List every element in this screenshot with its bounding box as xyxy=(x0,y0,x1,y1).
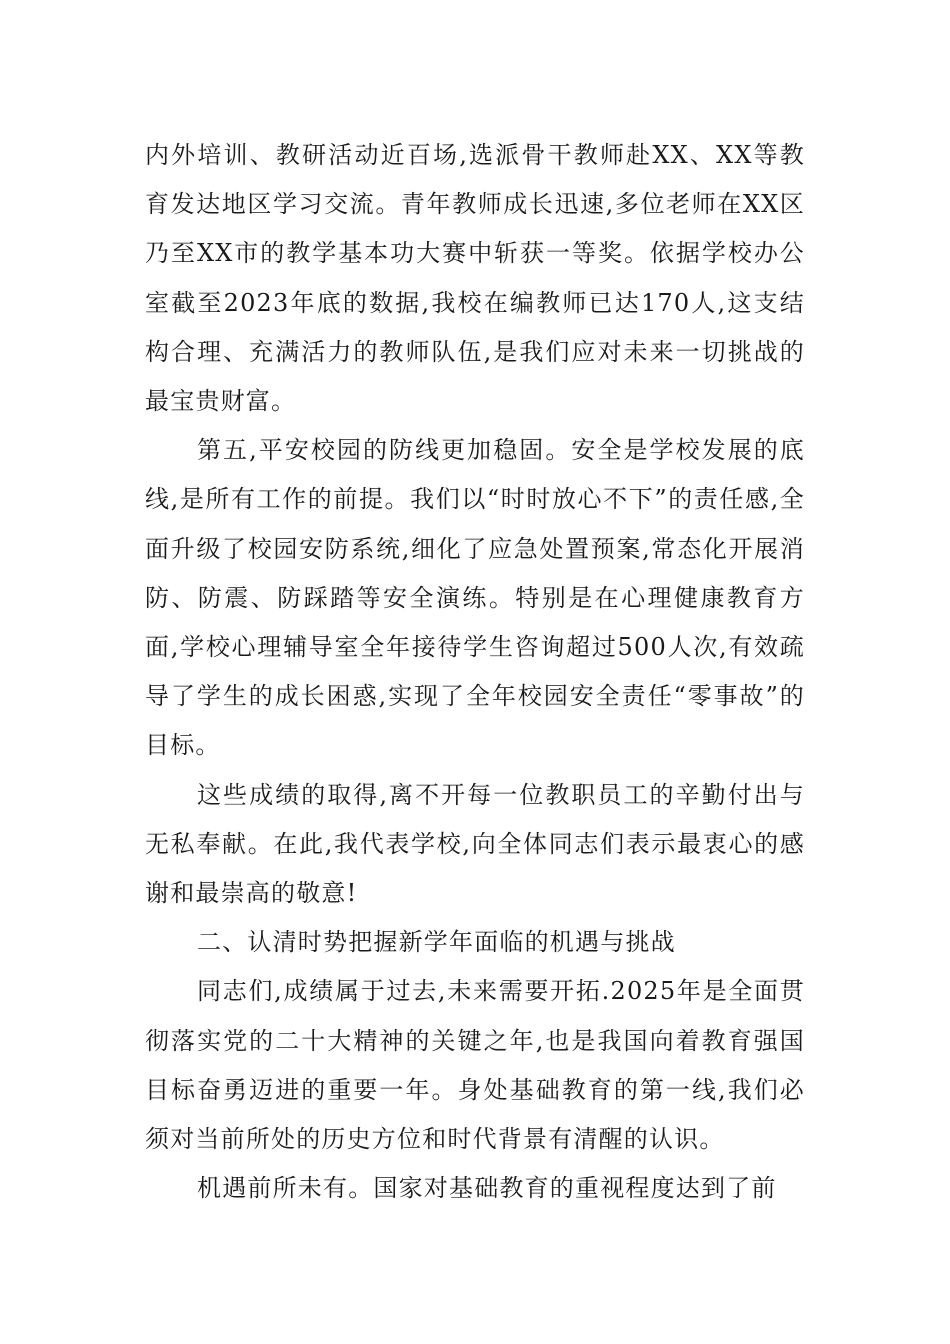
paragraph-future-outlook: 同志们,成绩属于过去,未来需要开拓.2025年是全面贯彻落实党的二十大精神的关键之年,也是我国向着教育强国目标奋勇迈进的重要一年。身处基础教育的第一线,我们必须对当前所处的历史方位和时代背景有清醒的认识。 xyxy=(145,977,805,1154)
document-body xyxy=(145,131,805,1213)
paragraph-teacher-training: 内外培训、教研活动近百场,选派骨干教师赴XX、XX等教育发达地区学习交流。青年教师成长迅速,多位老师在XX区乃至XX市的教学基本功大赛中斩获一等奖。依据学校办公室截至2023年底的数据,我校在编教师已达170人,这支结构合理、充满活力的教师队伍,是我们应对未来一切挑战的最宝贵财富。 xyxy=(145,141,805,416)
paragraph-opportunities: 机遇前所未有。国家对基础教育的重视程度达到了前 xyxy=(197,1174,777,1203)
paragraph-campus-safety: 第五,平安校园的防线更加稳固。安全是学校发展的底线,是所有工作的前提。我们以“时时放心不下”的责任感,全面升级了校园安防系统,细化了应急处置预案,常态化开展消防、防震、防踩踏等安全演练。特别是在心理健康教育方面,学校心理辅导室全年接待学生咨询超过500人次,有效疏导了学生的成长困惑,实现了全年校园安全责任“零事故”的目标。 xyxy=(145,436,805,760)
paragraph-gratitude: 这些成绩的取得,离不开每一位教职员工的辛勤付出与无私奉献。在此,我代表学校,向全体同志们表示最衷心的感谢和最崇高的敬意! xyxy=(145,780,805,908)
section-heading-opportunities-challenges: 二、认清时势把握新学年面临的机遇与挑战 xyxy=(197,928,676,957)
